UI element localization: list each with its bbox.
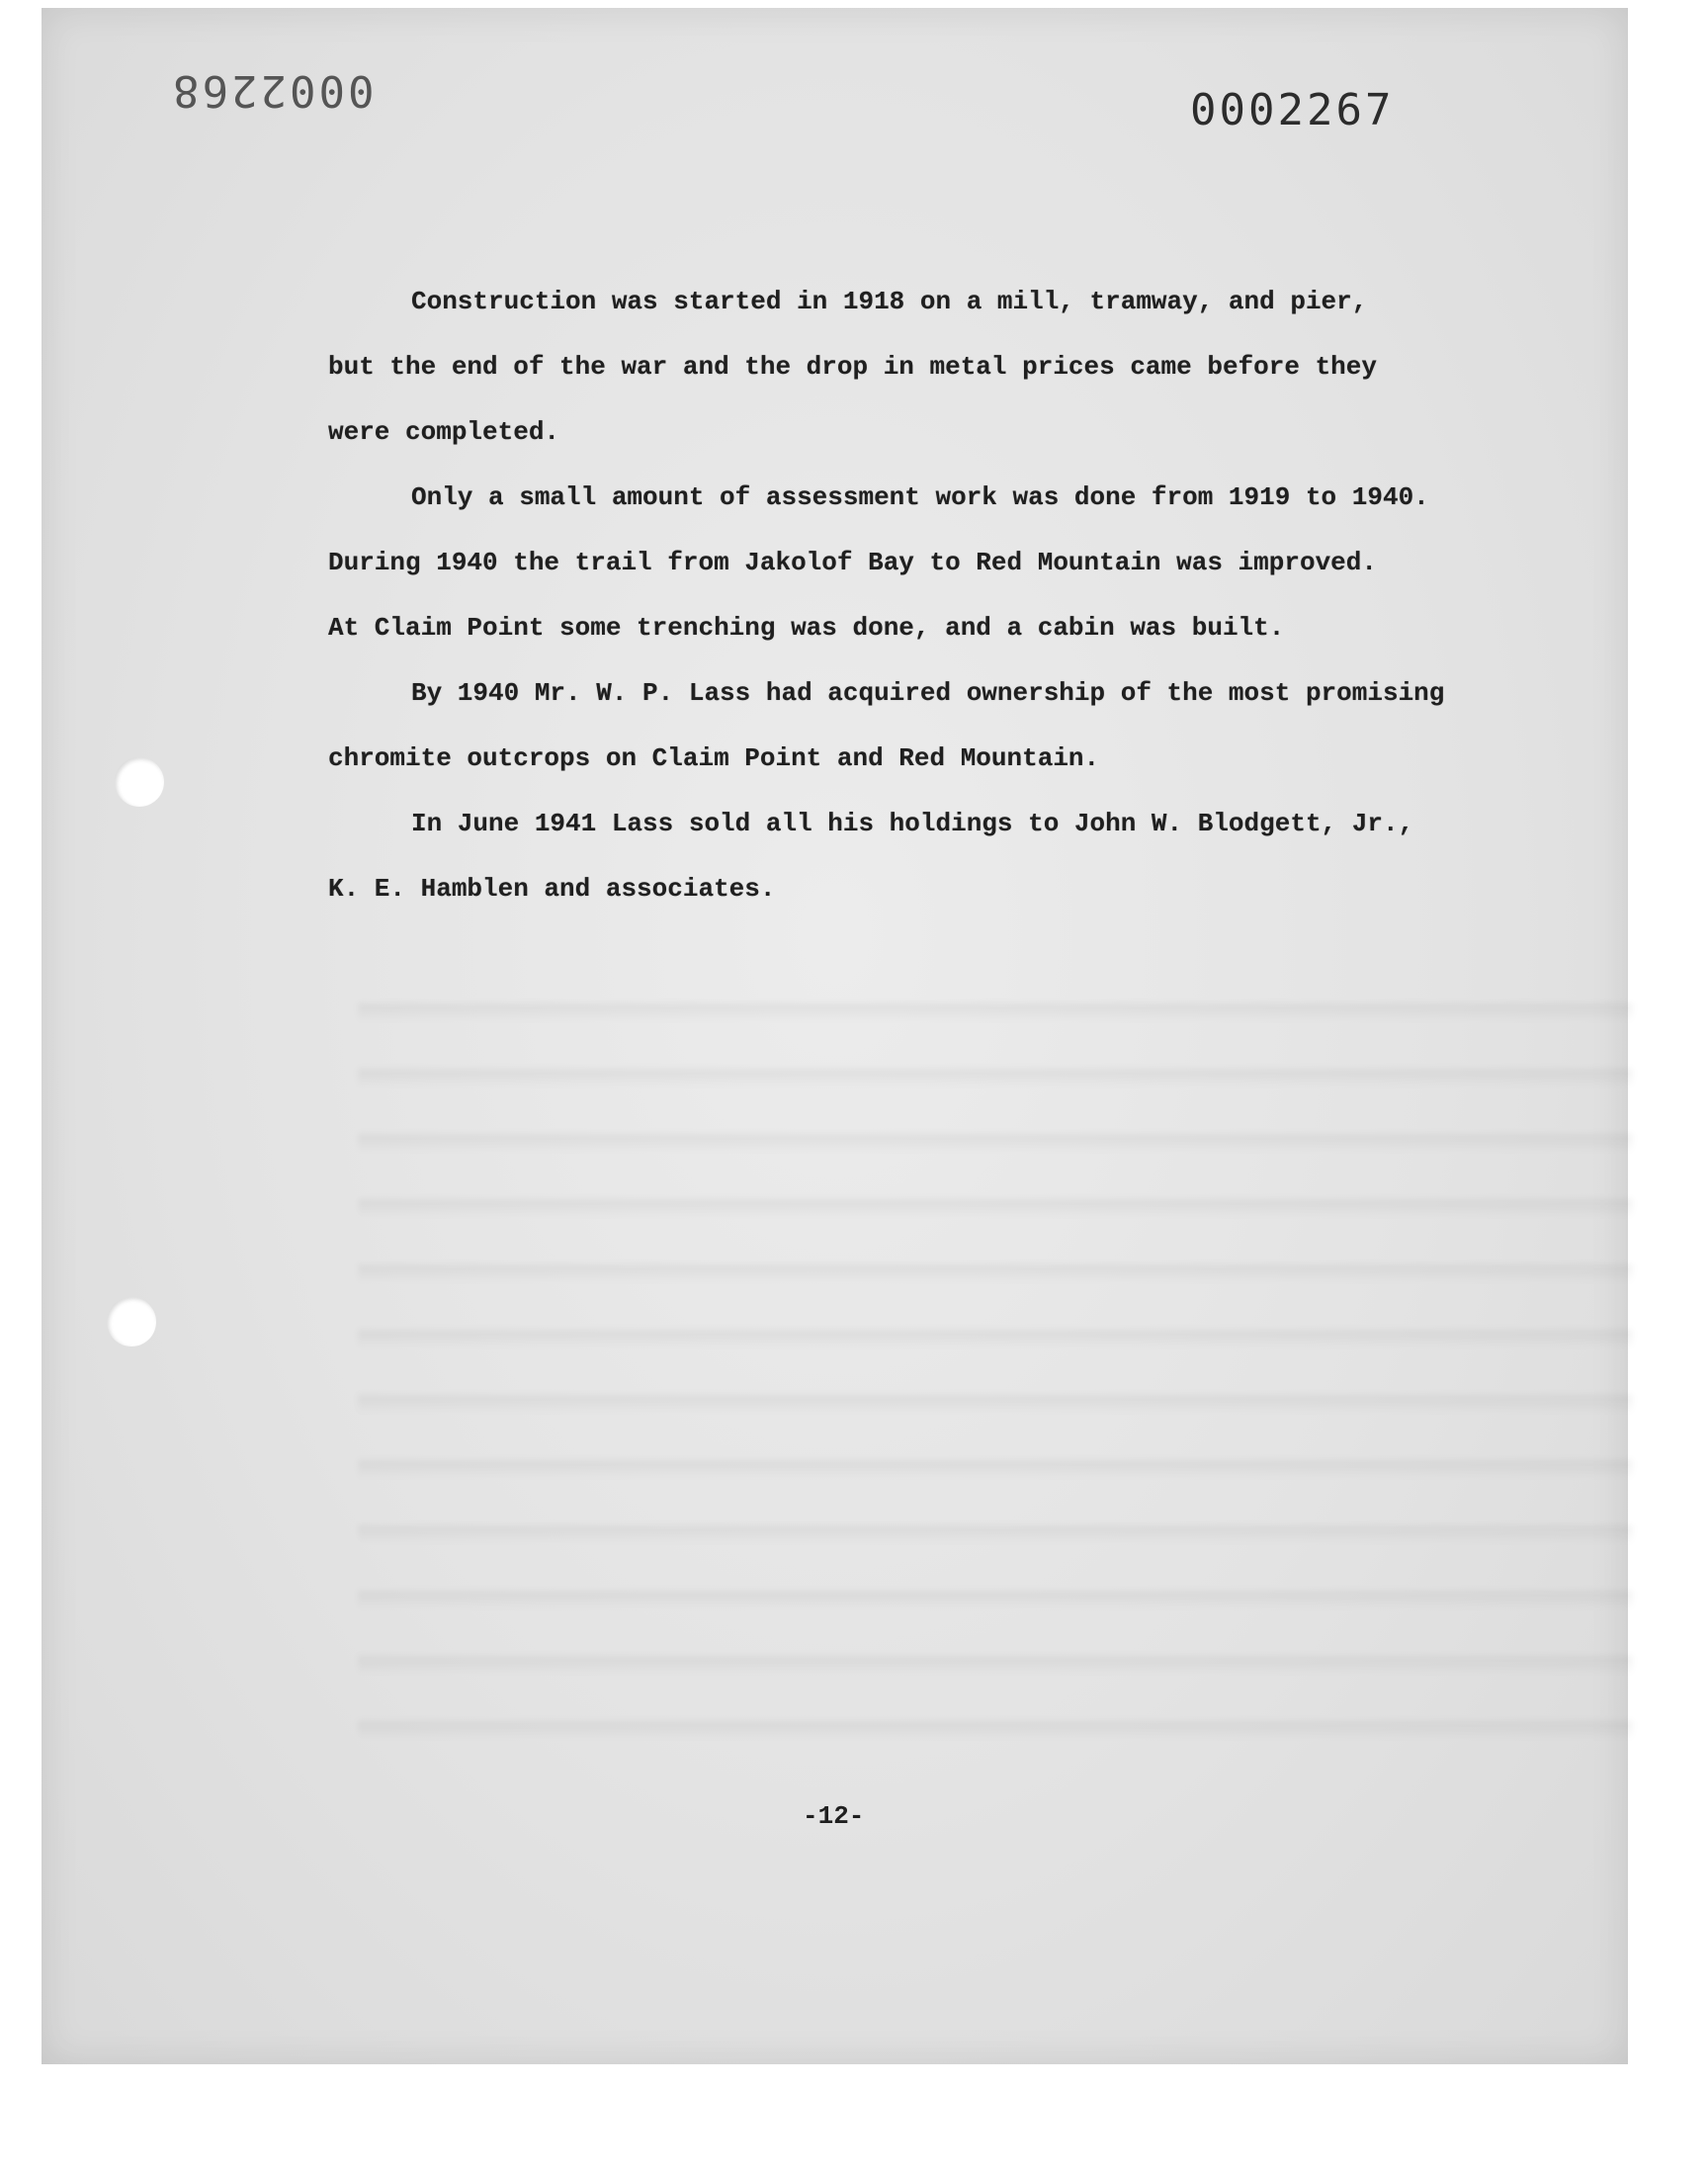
- mirrored-document-number: 0002268: [170, 65, 375, 116]
- text-line: Only a small amount of assessment work was done from 1919 to 1940.: [411, 482, 1429, 512]
- show-through-text: [358, 957, 1633, 1768]
- text-line: Construction was started in 1918 on a mill, tramway, and pier,: [411, 287, 1368, 316]
- text-line: were completed.: [328, 417, 560, 447]
- text-line: K. E. Hamblen and associates.: [328, 874, 776, 904]
- text-line: At Claim Point some trenching was done, and a cabin was built.: [328, 613, 1285, 643]
- text-line: By 1940 Mr. W. P. Lass had acquired ownership of the most promising: [411, 678, 1445, 708]
- text-line: During 1940 the trail from Jakolof Bay to Red Mountain was improved.: [328, 548, 1377, 577]
- text-line: In June 1941 Lass sold all his holdings to John W. Blodgett, Jr.,: [411, 809, 1414, 838]
- text-line: but the end of the war and the drop in metal prices came before they: [328, 352, 1377, 382]
- text-line: chromite outcrops on Claim Point and Red Mountain.: [328, 743, 1100, 773]
- document-number: 0002267: [1190, 85, 1395, 135]
- body-text: [328, 269, 1554, 921]
- punch-hole: [107, 1297, 156, 1347]
- page-number: -12-: [803, 1801, 865, 1831]
- punch-hole: [115, 757, 164, 807]
